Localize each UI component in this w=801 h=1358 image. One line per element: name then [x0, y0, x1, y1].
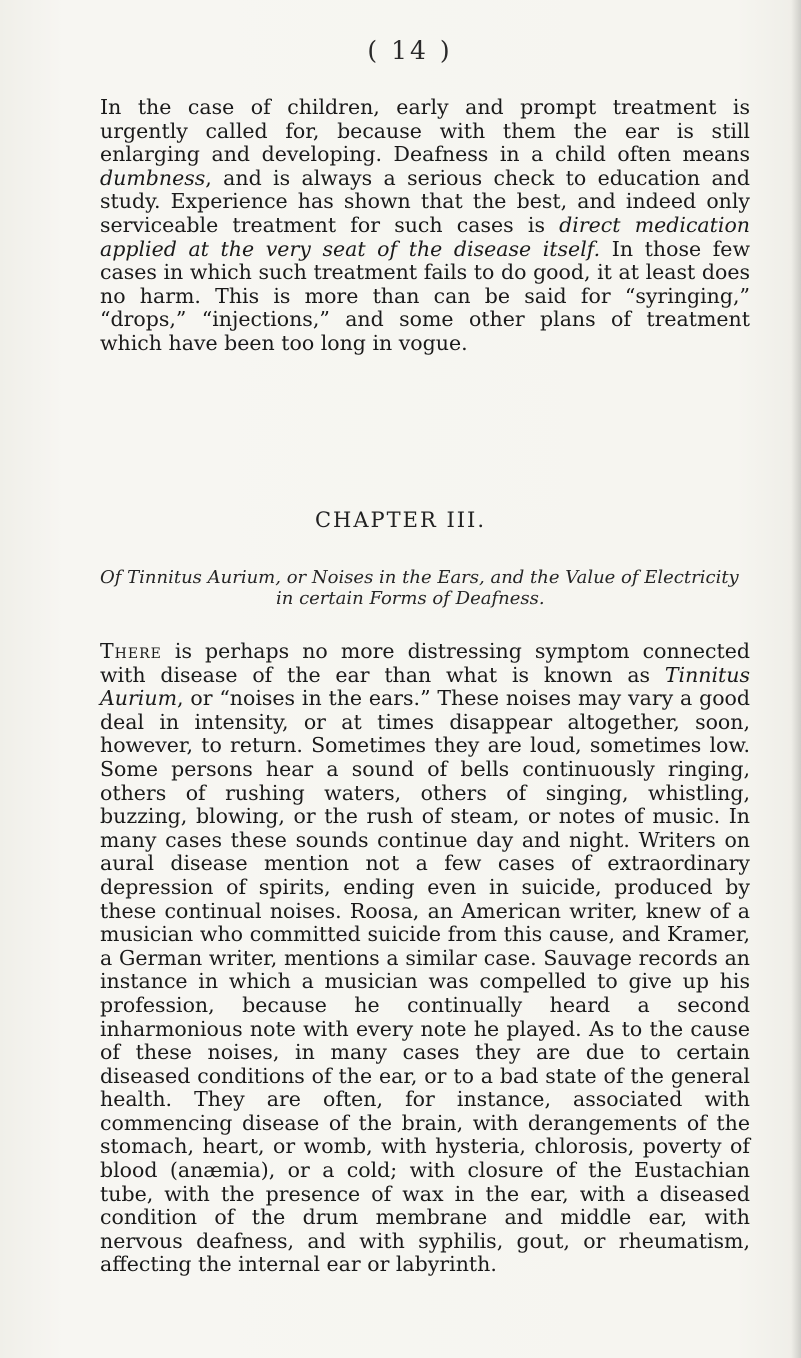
chapter-subtitle [100, 567, 750, 609]
text-run: , and is always a serious check to education and study. Experience has shown that the best, and indeed only serviceable treatment for such cases is [100, 165, 750, 237]
text-run: is perhaps no more distressing symptom connected with disease of the ear than what is known as [100, 639, 750, 687]
lead-word: There [100, 639, 162, 663]
text-run: In those few cases in which such treatment fails to do good, it at least does no harm. This is more than can be said for “syringing,” “drops,” “injections,” and some other plans of treatment which have been too long in vogue. [100, 236, 750, 355]
paragraph-tinnitus [100, 640, 750, 1277]
paragraph-text [100, 96, 750, 356]
emphasis-tinnitus-aurium: Tinnitus Aurium [100, 662, 750, 711]
emphasis-direct-medication: direct medication applied at the very seat of the disease itself. [100, 212, 750, 261]
page-number: ( 14 ) [367, 36, 453, 65]
emphasis-dumbness: dumbness [100, 165, 206, 190]
paragraph-children-treatment [100, 96, 750, 356]
paragraph-text [100, 640, 750, 1277]
chapter-heading: CHAPTER III. [314, 508, 487, 532]
page-edge-shadow [791, 0, 801, 1358]
chapter-subtitle-line-2: in certain Forms of Deafness. [276, 588, 545, 609]
text-run: In the case of children, early and prompt treatment is urgently called for, because with them the ear is still enlarging and developing. Deafness in a child often means [100, 95, 750, 167]
text-run: , or “noises in the ears.” These noises may vary a good deal in intensity, or at times disappear altogether, soon, however, to return. Sometimes they are loud, sometimes low. Some persons hear a sound of bells continuously ringing, others of rushing waters, others of singing, whistling, buzzing, blowing, or the rush of steam, or notes of music. In many cases these sounds continue day and night. Writers on aural disease mention not a few cases of extraordinary depression of spirits, ending even in suicide, produced by these continual noises. Roosa, an American writer, knew of a musician who committed suicide from this cause, and Kramer, a German writer, mentions a similar case. Sauvage records an instance in which a musician was compelled to give up his profession, because he continually heard a second inharmonious note with every note he played. As to the cause of these noises, in many cases they are due to certain diseased conditions of the ear, or to a bad state of the general health. They are often, for instance, associated with commencing disease of the brain, with derangements of the stomach, heart, or womb, with hysteria, chlorosis, poverty of blood (anæmia), or a cold; with closure of the Eustachian tube, with the presence of wax in the ear, with a diseased condition of the drum membrane and middle ear, with nervous deafness, and with syphilis, gout, or rheumatism, affecting the internal ear or labyrinth. [100, 686, 750, 1277]
chapter-subtitle-line-1: Of Tinnitus Aurium, or Noises in the Ears, and the Value of Electricity [100, 567, 739, 588]
